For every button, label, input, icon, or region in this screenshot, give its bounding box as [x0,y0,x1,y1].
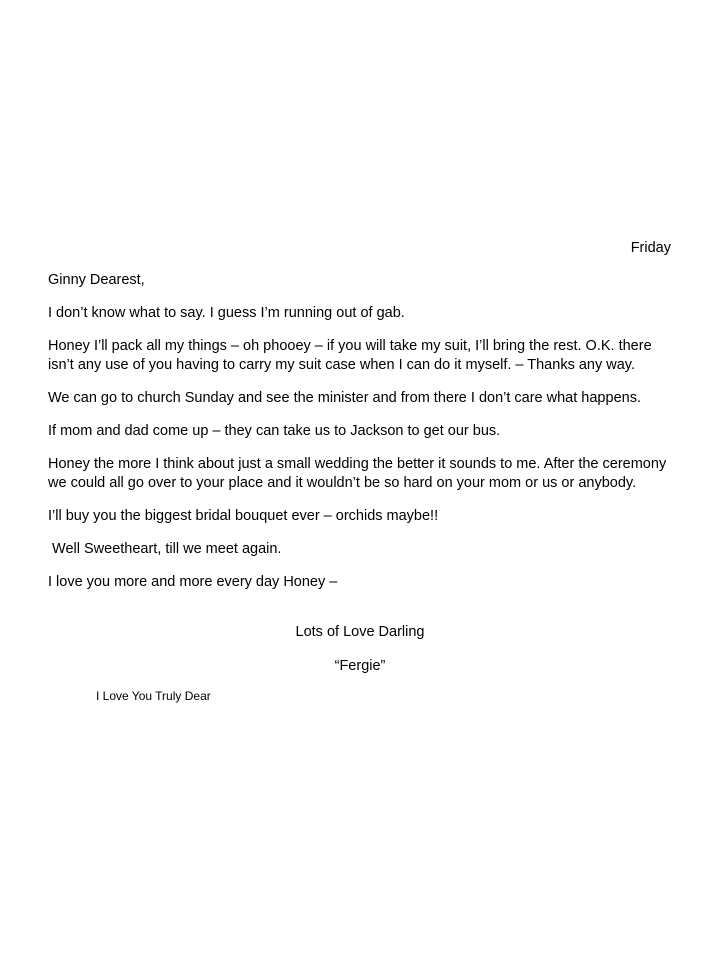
letter-salutation: Ginny Dearest, [48,272,145,288]
letter-paragraph: If mom and dad come up – they can take us to Jackson to get our bus. [48,423,501,439]
letter-signature: “Fergie” [334,658,386,674]
letter-paragraph: Honey the more I think about just a small wedding the better it sounds to me. After the ceremony we could all go over to your place and it wouldn’t be so hard on your mom or us or anybody. [48,456,667,491]
letter-date: Friday [630,240,671,256]
letter-paragraph: I don’t know what to say. I guess I’m running out of gab. [48,305,405,321]
letter-paragraph: Well Sweetheart, till we meet again. [48,541,282,557]
letter-closing: Lots of Love Darling [295,624,425,640]
letter-paragraph: We can go to church Sunday and see the minister and from there I don’t care what happens. [48,390,641,406]
letter-postscript: I Love You Truly Dear [96,689,211,703]
letter-paragraph: I’ll buy you the biggest bridal bouquet ever – orchids maybe!! [48,508,439,524]
letter-body [48,271,678,606]
letter-paragraph: Honey I’ll pack all my things – oh phooey – if you will take my suit, I’ll bring the rest. O.K. there isn’t any use of you having to carry my suit case when I can do it myself. – Thanks any way. [48,338,652,373]
letter-paragraph: I love you more and more every day Honey – [48,574,338,590]
